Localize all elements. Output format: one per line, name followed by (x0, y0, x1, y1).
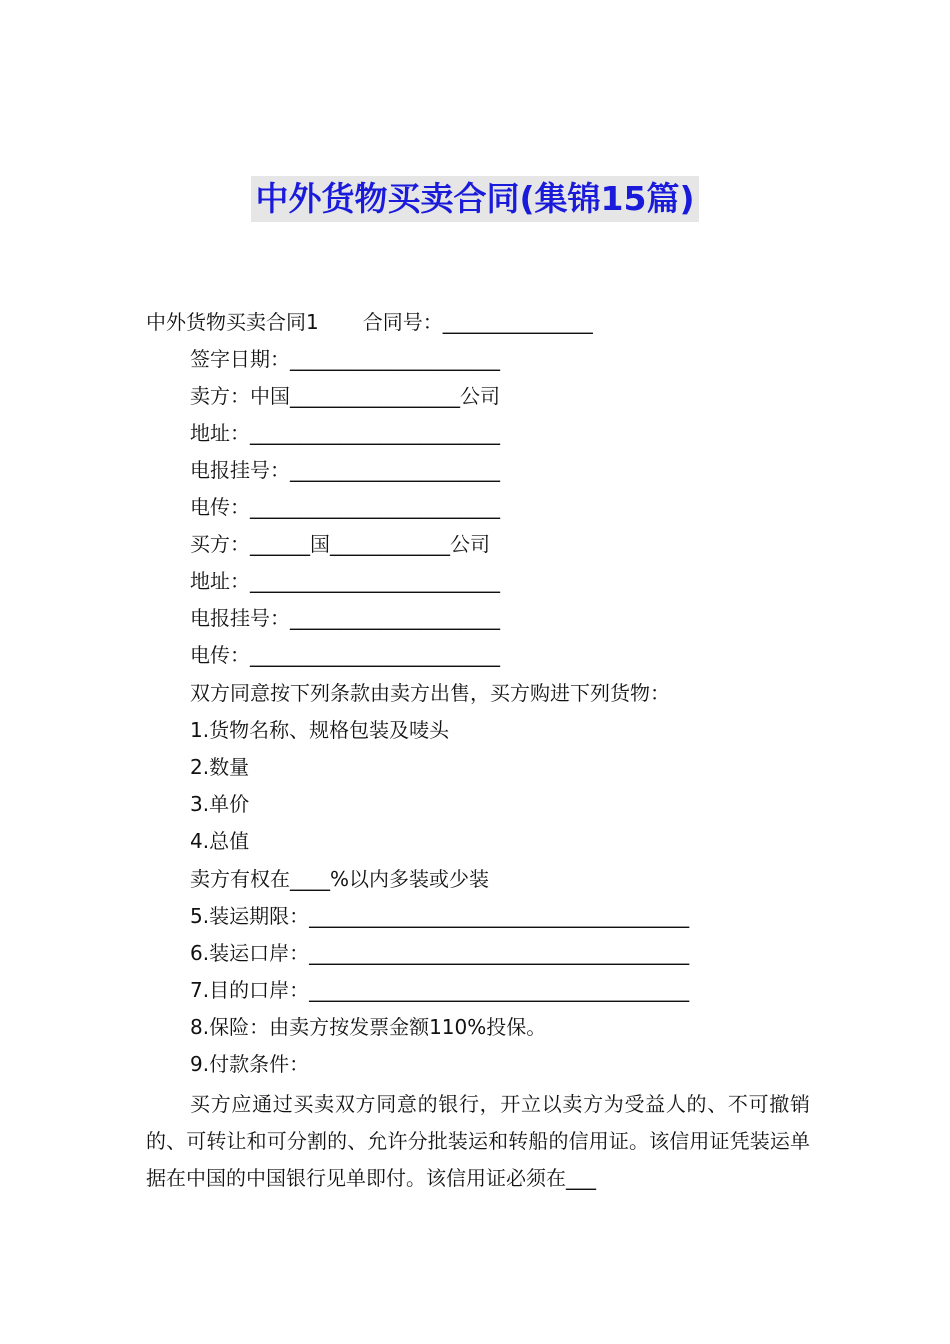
item-shipment-period: 5.装运期限：______________________________________ (190, 904, 690, 928)
item-insurance: 8.保险：由卖方按发票金额110%投保。 (190, 1015, 547, 1039)
item-goods-name: 1.货物名称、规格包装及唛头 (190, 718, 450, 742)
buyer-line: 买方：______国____________公司 (190, 532, 490, 556)
contract-name: 中外货物买卖合同1 (146, 310, 319, 334)
payment-paragraph: 买方应通过买卖双方同意的银行，开立以卖方为受益人的、不可撤销的、可转让和可分割的、允许分批装运和转船的信用证。该信用证凭装运单据在中国的中国银行见单即付。该信用证必须在___ (146, 1092, 810, 1190)
more-or-less-clause: 卖方有权在____%以内多装或少装 (190, 867, 490, 891)
agreement-line: 双方同意按下列条款由卖方出售，买方购进下列货物： (190, 681, 670, 705)
item-payment-terms: 9.付款条件： (190, 1052, 310, 1076)
document-title: 中外货物买卖合同(集锦15篇) (251, 176, 698, 222)
signing-date-line: 签字日期：_____________________ (190, 347, 500, 371)
item-quantity: 2.数量 (190, 755, 250, 779)
seller-telex-line: 电传：_________________________ (190, 495, 500, 519)
contract-header-line (146, 307, 593, 337)
seller-address-line: 地址：_________________________ (190, 421, 500, 445)
seller-line: 卖方：中国_________________公司 (190, 384, 500, 408)
title-container (0, 176, 950, 222)
buyer-address-line: 地址：_________________________ (190, 569, 500, 593)
buyer-cable-line: 电报挂号：_____________________ (190, 606, 500, 630)
item-loading-port: 6.装运口岸：______________________________________ (190, 941, 690, 965)
item-destination-port: 7.目的口岸：______________________________________ (190, 978, 690, 1002)
contract-number: 合同号：_______________ (362, 310, 593, 334)
item-unit-price: 3.单价 (190, 792, 250, 816)
buyer-telex-line: 电传：_________________________ (190, 643, 500, 667)
item-total-value: 4.总值 (190, 829, 250, 853)
seller-cable-line: 电报挂号：_____________________ (190, 458, 500, 482)
